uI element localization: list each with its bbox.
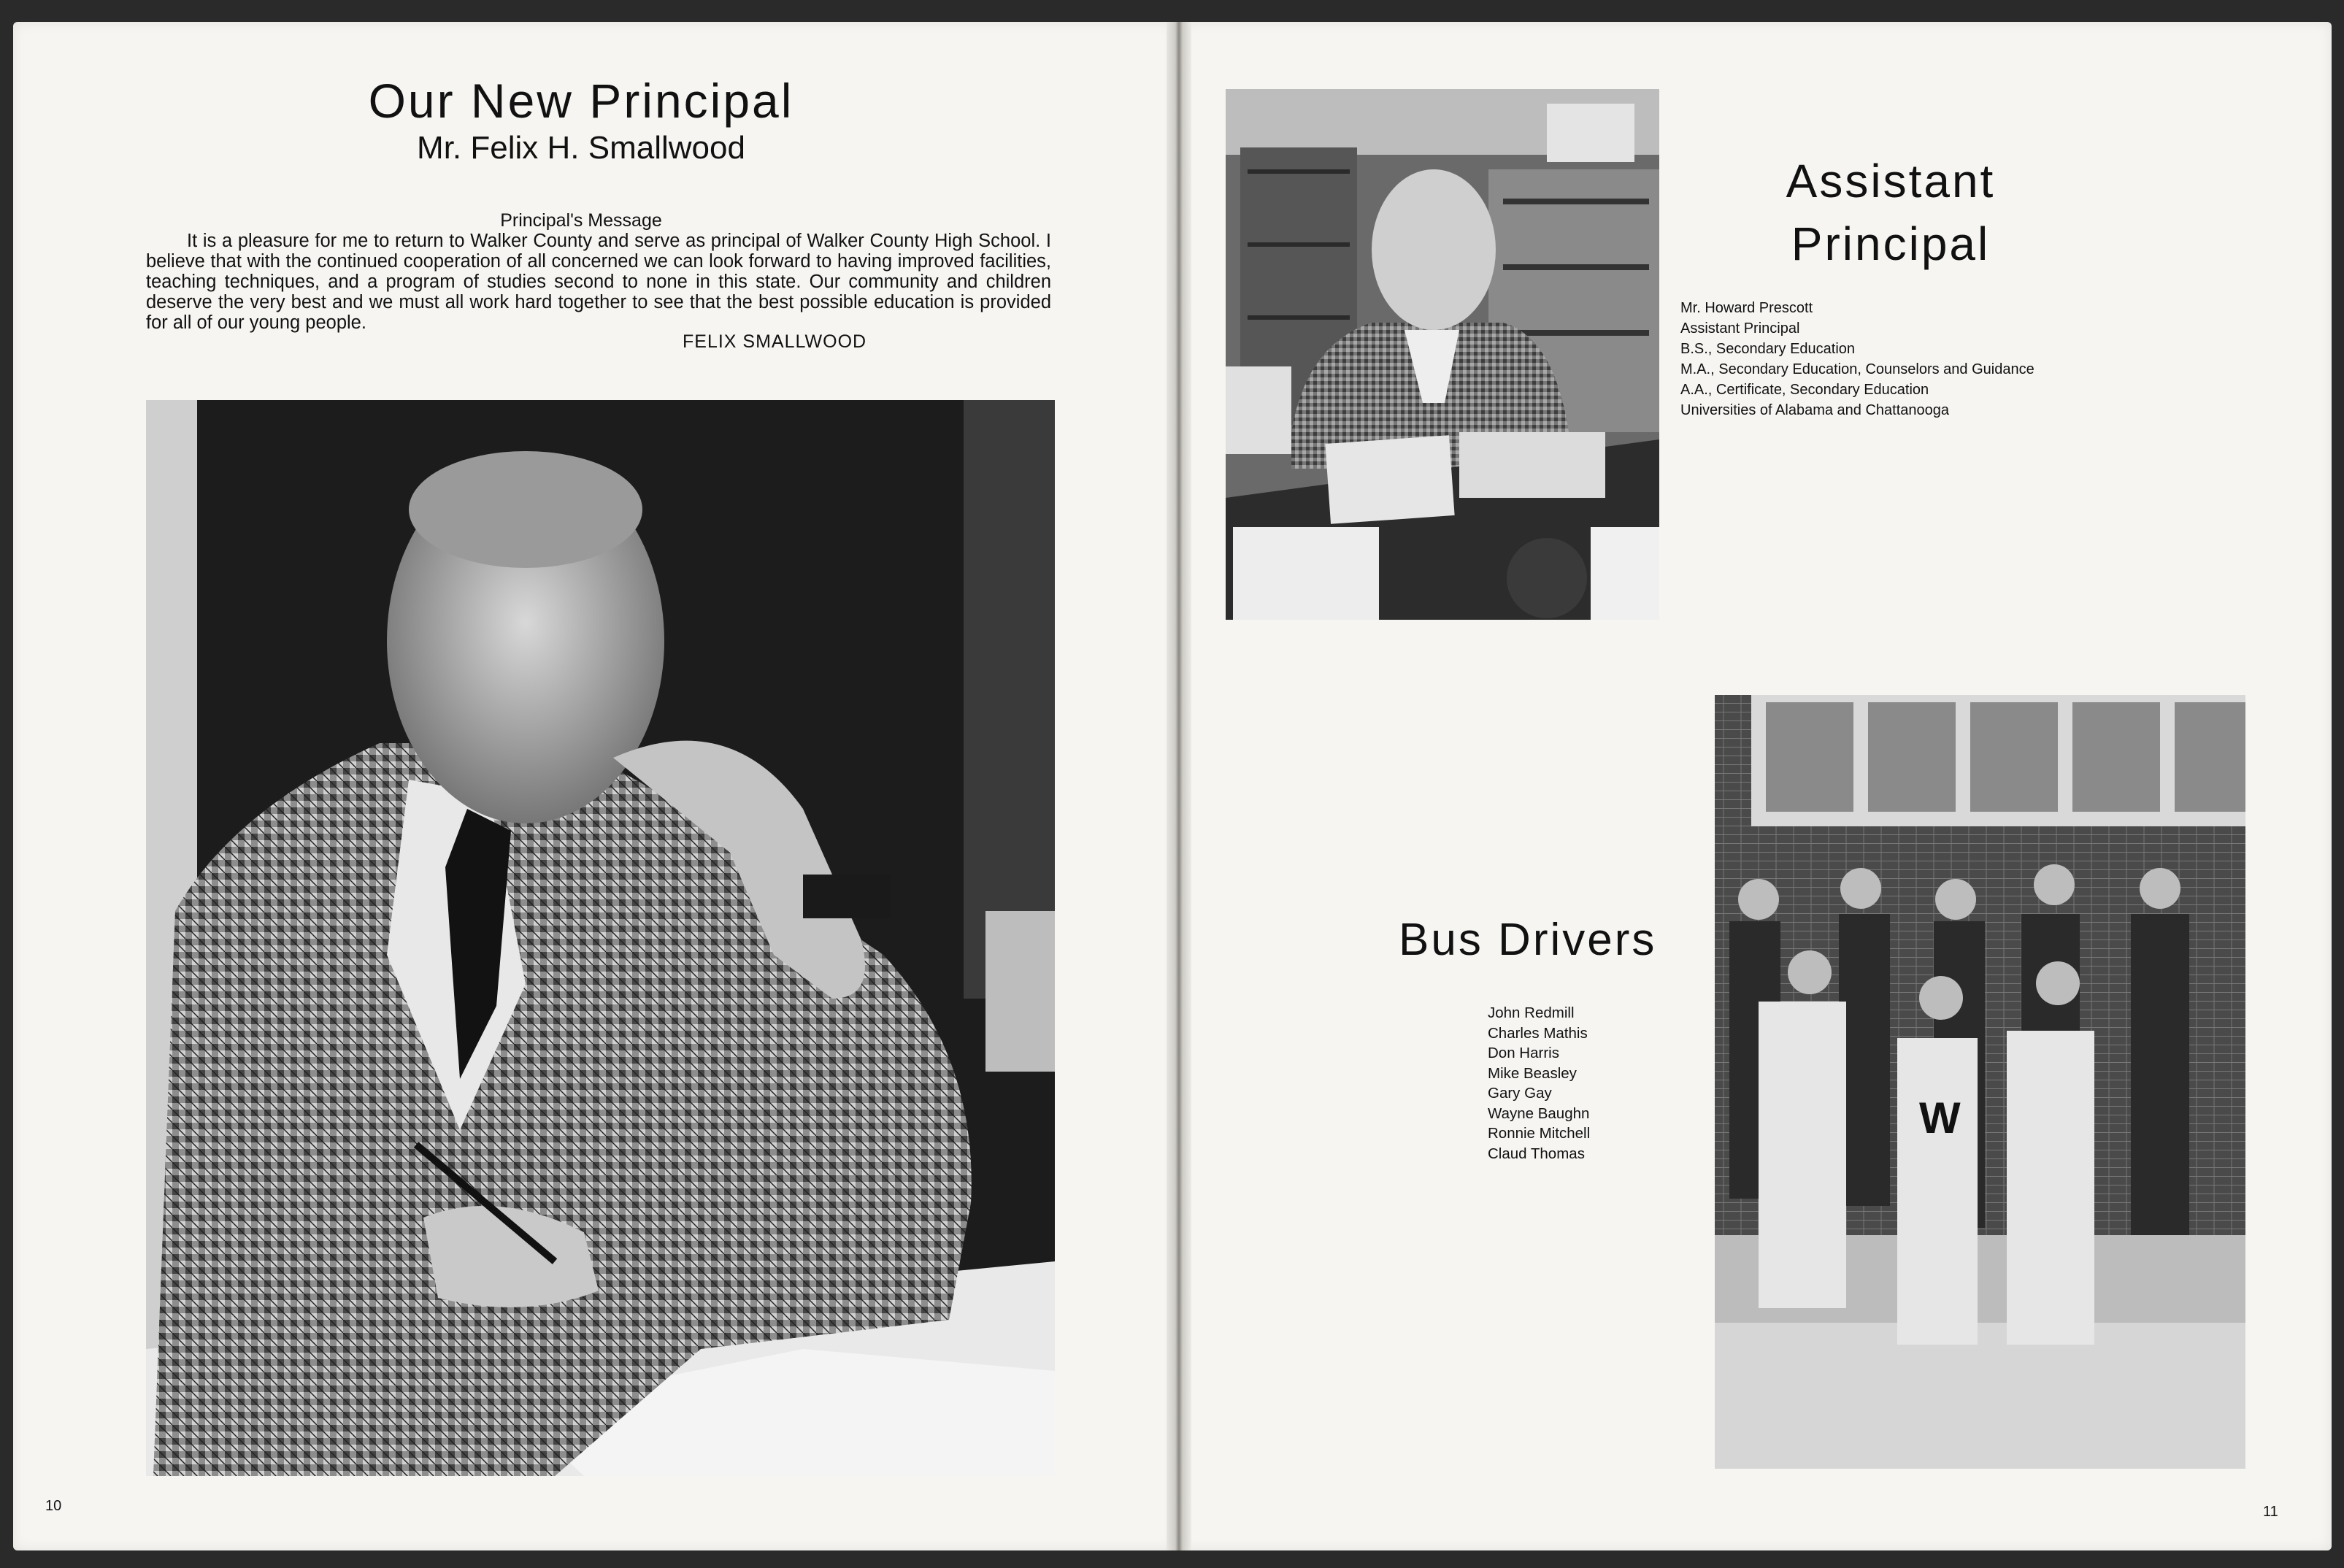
assistant-principal-photo	[1226, 89, 1659, 620]
list-item: Mike Beasley	[1488, 1064, 1577, 1082]
bus-drivers-heading: Bus Drivers	[1399, 915, 1657, 965]
book-gutter	[1167, 22, 1191, 1550]
list-item: M.A., Secondary Education, Counselors and Guidance	[1680, 361, 2034, 377]
principal-name: Mr. Felix H. Smallwood	[417, 130, 745, 166]
list-item: Wayne Baughn	[1488, 1104, 1590, 1122]
page-number-left: 10	[45, 1498, 62, 1514]
message-body: It is a pleasure for me to return to Walker County and serve as principal of Walker County High School. I believe that with the continued cooperation of all concerned we can look forward to having improved facilities, teaching techniques, and a program of studies second to none in this state. Our community and children deserve the very best and we must all work hard together to see that the best possible education is provided for all of our young people.	[146, 231, 1051, 333]
list-item: B.S., Secondary Education	[1680, 341, 1856, 357]
page-title: Our New Principal	[368, 74, 794, 128]
svg-text:W: W	[1919, 1094, 1961, 1142]
list-item: Gary Gay	[1488, 1085, 1552, 1102]
list-item: Don Harris	[1488, 1045, 1559, 1061]
page-number-right: 11	[2263, 1504, 2278, 1520]
list-item: A.A., Certificate, Secondary Education	[1680, 382, 1929, 398]
list-item: John Redmill	[1488, 1004, 1575, 1021]
principal-photo	[146, 400, 1055, 1476]
assistant-credentials	[1680, 298, 2034, 420]
assistant-principal-heading	[1737, 150, 2044, 275]
list-item: Mr. Howard Prescott	[1680, 300, 1813, 316]
list-item: Charles Mathis	[1488, 1024, 1588, 1042]
bus-drivers-photo	[1715, 695, 2245, 1469]
assistant-heading-line1: Assistant	[1786, 155, 1996, 207]
message-heading: Principal's Message	[500, 210, 662, 231]
list-item: Claud Thomas	[1488, 1145, 1585, 1162]
bus-drivers-list	[1488, 1003, 1590, 1164]
message-signature: FELIX SMALLWOOD	[683, 331, 867, 352]
list-item: Universities of Alabama and Chattanooga	[1680, 402, 1950, 418]
list-item: Ronnie Mitchell	[1488, 1125, 1591, 1142]
list-item: Assistant Principal	[1680, 320, 1800, 337]
assistant-heading-line2: Principal	[1791, 218, 1991, 270]
